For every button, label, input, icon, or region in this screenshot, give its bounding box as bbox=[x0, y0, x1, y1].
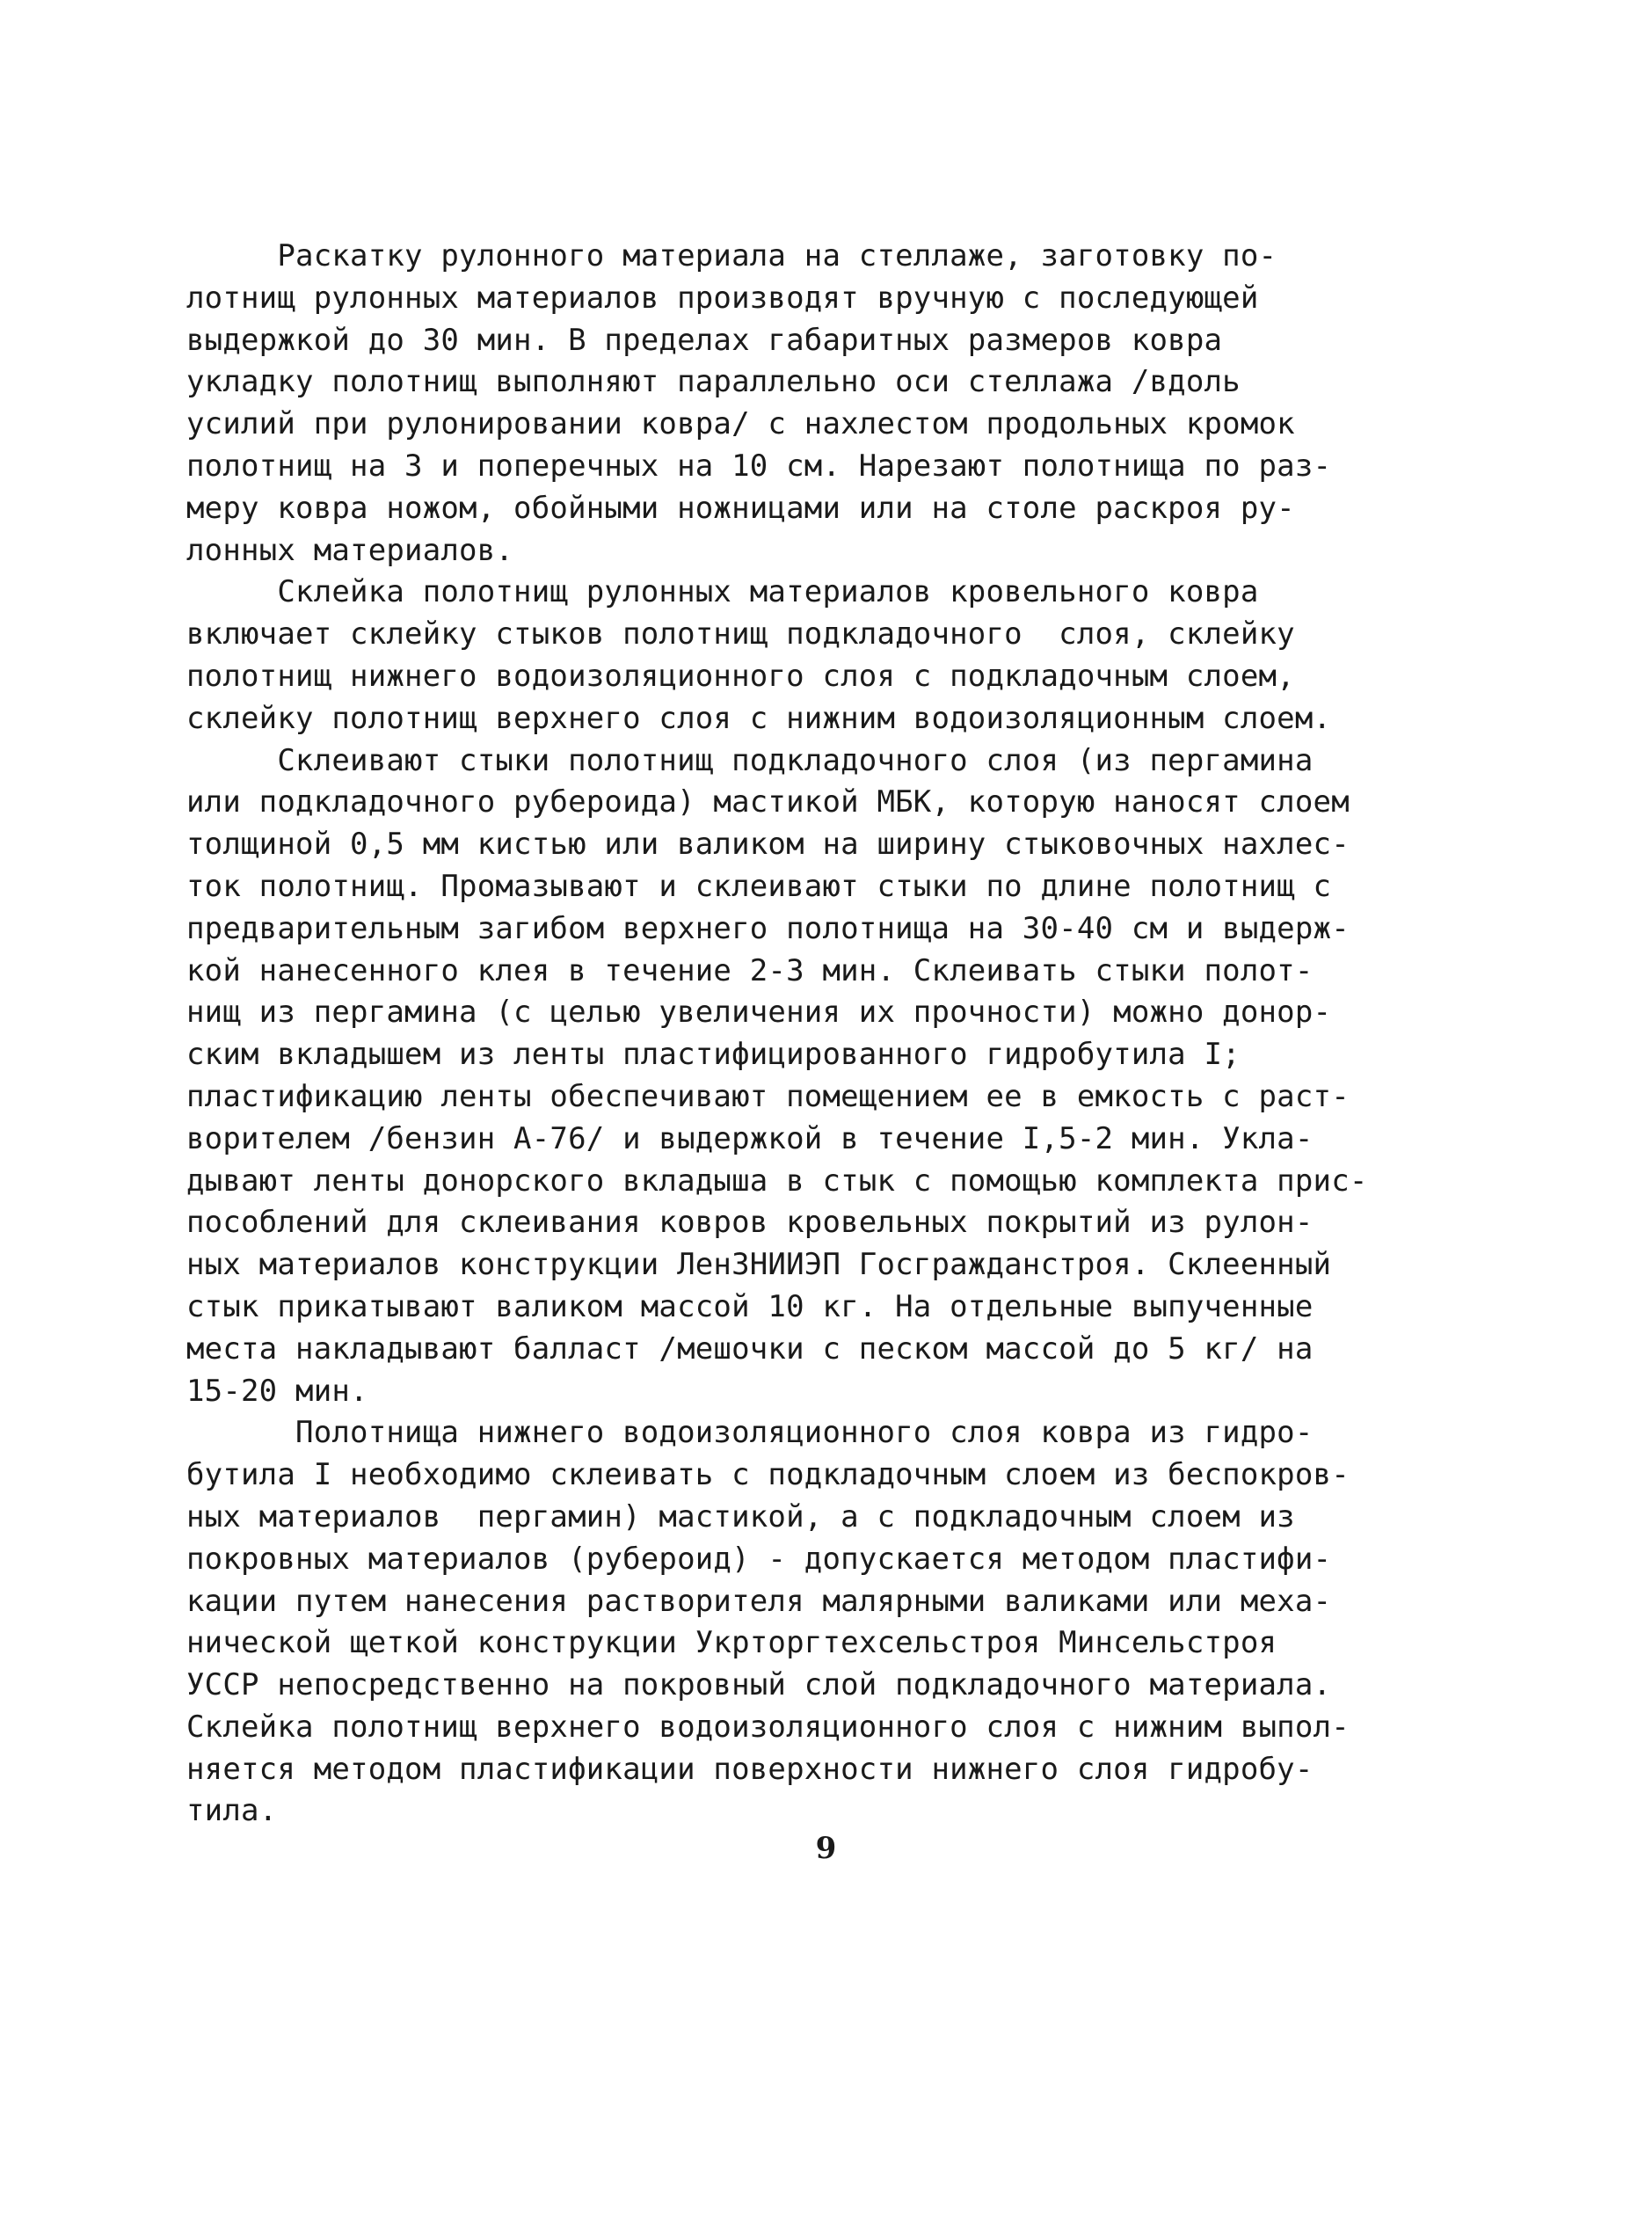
text-line: ных материалов конструкции ЛенЗНИИЭП Госгражданстроя. Склеенный bbox=[186, 1247, 1332, 1283]
text-line: кой нанесенного клея в течение 2-3 мин. Склеивать стыки полот- bbox=[186, 952, 1314, 988]
text-line: или подкладочного рубероида) мастикой МБК, которую наносят слоем bbox=[186, 784, 1350, 820]
text-line: пластификацию ленты обеспечивают помещением ее в емкость с раст- bbox=[186, 1078, 1350, 1114]
text-line: ским вкладышем из ленты пластифицированного гидробутила I; bbox=[186, 1037, 1241, 1073]
text-line: дывают ленты донорского вкладыша в стык с помощью комплекта прис- bbox=[186, 1163, 1368, 1199]
text-line: пособлений для склеивания ковров кровельных покрытий из рулон- bbox=[186, 1205, 1314, 1241]
text-line: усилий при рулонировании ковра/ с нахлестом продольных кромок bbox=[186, 406, 1295, 442]
text-line: меру ковра ножом, обойными ножницами или на столе раскроя ру- bbox=[186, 490, 1295, 526]
text-line: места накладывают балласт /мешочки с песком массой до 5 кг/ на bbox=[186, 1330, 1314, 1367]
text-line: покровных материалов (рубероид) - допускается методом пластифи- bbox=[186, 1541, 1332, 1577]
text-line: Раскатку рулонного материала на стеллаже, заготовку по- bbox=[186, 238, 1277, 273]
text-line: УССР непосредственно на покровный слой подкладочного материала. bbox=[186, 1667, 1332, 1703]
text-line: Склейка полотнищ верхнего водоизоляционного слоя с нижним выпол- bbox=[186, 1709, 1350, 1745]
text-line: стык прикатывают валиком массой 10 кг. На отдельные выпученные bbox=[186, 1288, 1314, 1324]
text-line: толщиной 0,5 мм кистью или валиком на ширину стыковочных нахлес- bbox=[186, 827, 1350, 863]
text-line: тила. bbox=[186, 1793, 278, 1829]
text-line: ток полотнищ. Промазывают и склеивают стыки по длине полотнищ с bbox=[186, 868, 1332, 904]
text-line: лотнищ рулонных материалов производят вручную с последующей bbox=[186, 280, 1259, 316]
text-line: полотнищ на 3 и поперечных на 10 см. Нарезают полотнища по раз- bbox=[186, 448, 1332, 484]
text-line: 15-20 мин. bbox=[186, 1373, 368, 1409]
text-line: няется методом пластификации поверхности нижнего слоя гидробу- bbox=[186, 1751, 1314, 1787]
text-line: Склейка полотнищ рулонных материалов кровельного ковра bbox=[186, 574, 1259, 610]
text-line: включает склейку стыков полотнищ подкладочного слоя, склейку bbox=[186, 616, 1295, 652]
text-line: склейку полотнищ верхнего слоя с нижним водоизоляционным слоем. bbox=[186, 700, 1332, 736]
page-number: 9 bbox=[815, 1831, 837, 1866]
text-line: нической щеткой конструкции Укрторгтехсельстроя Минсельстроя bbox=[186, 1625, 1277, 1661]
text-line: ворителем /бензин А-76/ и выдержкой в течение I,5-2 мин. Укла- bbox=[186, 1120, 1314, 1156]
body-text bbox=[186, 236, 1368, 1833]
text-line: укладку полотнищ выполняют параллельно оси стеллажа /вдоль bbox=[186, 364, 1241, 400]
text-line: выдержкой до 30 мин. В пределах габаритных размеров ковра bbox=[186, 322, 1223, 358]
text-line: Склеивают стыки полотнищ подкладочного слоя (из пергамина bbox=[186, 742, 1314, 778]
text-line: бутила I необходимо склеивать с подкладочным слоем из беспокров- bbox=[186, 1457, 1350, 1493]
text-line: нищ из пергамина (с целью увеличения их прочности) можно донор- bbox=[186, 995, 1332, 1031]
text-line: полотнищ нижнего водоизоляционного слоя с подкладочным слоем, bbox=[186, 658, 1295, 694]
text-line: кации путем нанесения растворителя малярными валиками или меха- bbox=[186, 1583, 1332, 1619]
text-line: предварительным загибом верхнего полотнища на 30-40 см и выдерж- bbox=[186, 910, 1350, 946]
text-line: Полотнища нижнего водоизоляционного слоя ковра из гидро- bbox=[186, 1415, 1314, 1451]
text-line: лонных материалов. bbox=[186, 532, 514, 568]
text-line: ных материалов пергамин) мастикой, а с подкладочным слоем из bbox=[186, 1498, 1295, 1535]
